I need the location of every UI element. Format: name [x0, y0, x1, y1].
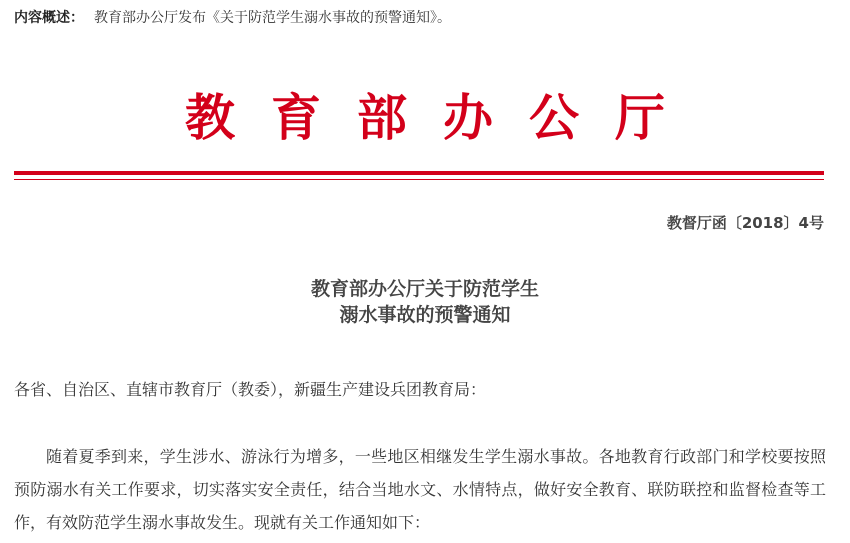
document-title-line-2: 溺水事故的预警通知: [339, 304, 511, 326]
document-masthead: 教育部办公厅: [185, 88, 701, 147]
masthead-red-rule-thick: [14, 171, 824, 175]
content-summary: [14, 8, 451, 28]
summary-label: 内容概述：: [14, 10, 84, 26]
document-title: [0, 276, 850, 328]
document-title-line-1: 教育部办公厅关于防范学生: [310, 278, 539, 300]
summary-text: 教育部办公厅发布《关于防范学生溺水事故的预警通知》。: [94, 10, 451, 26]
document-number: 教督厅函〔2018〕4号: [666, 214, 824, 232]
addressee-line: 各省、自治区、直辖市教育厅（教委），新疆生产建设兵团教育局：: [14, 380, 487, 399]
body-paragraph: 随着夏季到来，学生涉水、游泳行为增多，一些地区相继发生学生溺水事故。各地教育行政部门和学校要按照预防溺水有关工作要求，切实落实安全责任，结合当地水文、水情特点，做好安全教育、联防联控和监督检查等工作，有效防范学生溺水事故发生。现就有关工作通知如下：: [14, 447, 826, 532]
masthead-red-rule-thin: [14, 179, 824, 180]
